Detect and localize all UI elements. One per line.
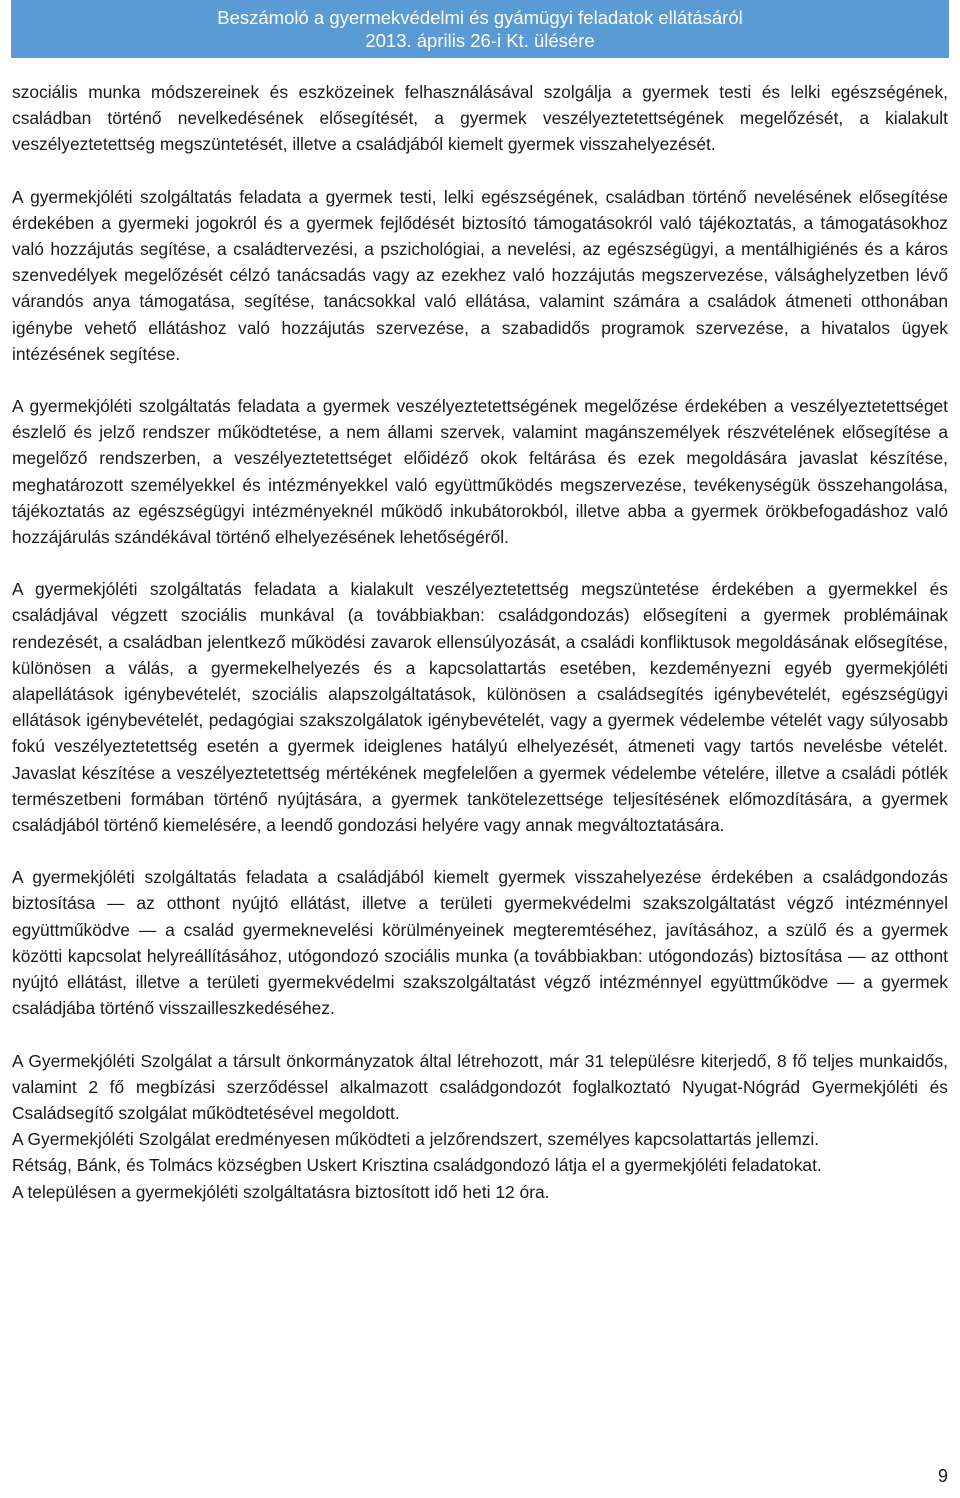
paragraph-elimination-tasks: A gyermekjóléti szolgáltatás feladata a kialakult veszélyeztetettség megszüntetése érdekében a gyermekkel és családjával végzett szociális munkával (a továbbiakban: családgondozás) elősegíteni a gyermek problémáinak rendezését, a családban jelentkező működési zavarok ellensúlyozását, a családi konfliktusok megoldásának elősegítése, különösen a válás, a gyermekelhelyezés és a kapcsolattartás esetében, kezdeményezni egyéb gyermekjóléti alapellátások igénybevételét, szociális alapszolgáltatások, különösen a családsegítés igénybevételét, egészségügyi ellátások igénybevételét, pedagógiai szakszolgálatok igénybevételét, vagy a gyermek védelembe vételét vagy súlyosabb fokú veszélyeztetettség esetén a gyermek ideiglenes hatályú elhelyezését, átmeneti vagy tartós nevelésbe vételét. Javaslat készítése a veszélyeztetettség mértékének megfelelően a gyermek védelembe vételére, illetve a családi pótlék természetbeni formában történő nyújtására, a gyermek tankötelezettsége teljesítésének előmozdítására, a gyermek családjából történő kiemelésére, a leendő gondozási helyére vagy annak megváltoztatására. xyxy=(12,579,948,836)
paragraph-case-worker: Rétság, Bánk, és Tolmács községben Uskert Krisztina családgondozó látja el a gyermekjóléti feladatokat. xyxy=(12,1155,822,1176)
paragraph-signal-system: A Gyermekjóléti Szolgálat eredményesen működteti a jelzőrendszert, személyes kapcsolattartás jellemzi. xyxy=(12,1129,820,1150)
paragraph-intro-continuation: szociális munka módszereinek és eszközeinek felhasználásával szolgálja a gyermek testi és lelki egészségének, családban történő nevelkedésének elősegítését, a gyermek veszélyeztetettségének megelőzését, a kialakult veszélyeztetettség megszüntetését, illetve a családjából kiemelt gyermek visszahelyezését. xyxy=(12,82,948,155)
paragraph-weekly-hours: A településen a gyermekjóléti szolgáltatásra biztosított idő heti 12 óra. xyxy=(12,1181,550,1202)
header-subtitle: 2013. április 26-i Kt. ülésére xyxy=(365,30,595,51)
paragraph-prevention-tasks: A gyermekjóléti szolgáltatás feladata a gyermek veszélyeztetettségének megelőzése érdekében a veszélyeztetettséget észlelő és jelző rendszer működtetése, a nem állami szervek, valamint magánszemélyek részvételének elősegítése a megelőző rendszerben, a veszélyeztetettséget előidéző okok feltárása és ezek megoldására javaslat készítése, meghatározott személyekkel és intézményekkel való együttműködés megszervezése, tevékenységük összehangolása, tájékoztatás az egészségügyi intézményeknél működő inkubátorokból, illetve abba a gyermek örökbefogadáshoz való hozzájárulás szándékával történő elhelyezésének lehetőségéről. xyxy=(12,396,948,548)
page-number: 9 xyxy=(937,1466,948,1486)
header-title: Beszámoló a gyermekvédelmi és gyámügyi feladatok ellátásáról xyxy=(217,7,743,28)
paragraph-support-tasks: A gyermekjóléti szolgáltatás feladata a gyermek testi, lelki egészségének, családban történő nevelésének elősegítése érdekében a gyermeki jogokról és a gyermek fejlődését biztosító támogatásokról való tájékoztatás, a támogatásokhoz való hozzájutás segítése, a családtervezési, a pszichológiai, a nevelési, az egészségügyi, a mentálhigiénés és a káros szenvedélyek megelőzését célzó tanácsadás vagy az ezekhez való hozzájutás megszervezése, válsághelyzetben lévő várandós anya támogatása, segítése, tanácsokkal való ellátása, valamint számára a családok átmeneti otthonában igénybe vehető ellátáshoz való hozzájutás szervezése, a szabadidős programok szervezése, a hivatalos ügyek intézésének segítése. xyxy=(12,186,948,364)
document-header xyxy=(11,0,949,58)
paragraph-reintegration-tasks: A gyermekjóléti szolgáltatás feladata a családjából kiemelt gyermek visszahelyezése érdekében a családgondozás biztosítása — az otthont nyújtó ellátást, illetve a területi gyermekvédelmi szakszolgáltatást végző intézménnyel együttműködve — a család gyermeknevelési körülményeinek megteremtéséhez, javításához, a szülő és a gyermek közötti kapcsolat helyreállításához, utógondozó szociális munka (a továbbiakban: utógondozás) biztosítása — az otthont nyújtó ellátást, illetve a területi gyermekvédelmi szakszolgáltatást végző intézménnyel együttműködve — a gyermek családjába történő visszailleszkedéséhez. xyxy=(12,867,948,1019)
document-body xyxy=(12,79,948,1205)
paragraph-service-organisation: A Gyermekjóléti Szolgálat a társult önkormányzatok által létrehozott, már 31 településre kiterjedő, 8 fő teljes munkaidős, valamint 2 fő megbízási szerződéssel alkalmazott családgondozót foglalkoztató Nyugat-Nógrád Gyermekjóléti és Családsegítő szolgálat működtetésével megoldott. xyxy=(12,1050,948,1123)
